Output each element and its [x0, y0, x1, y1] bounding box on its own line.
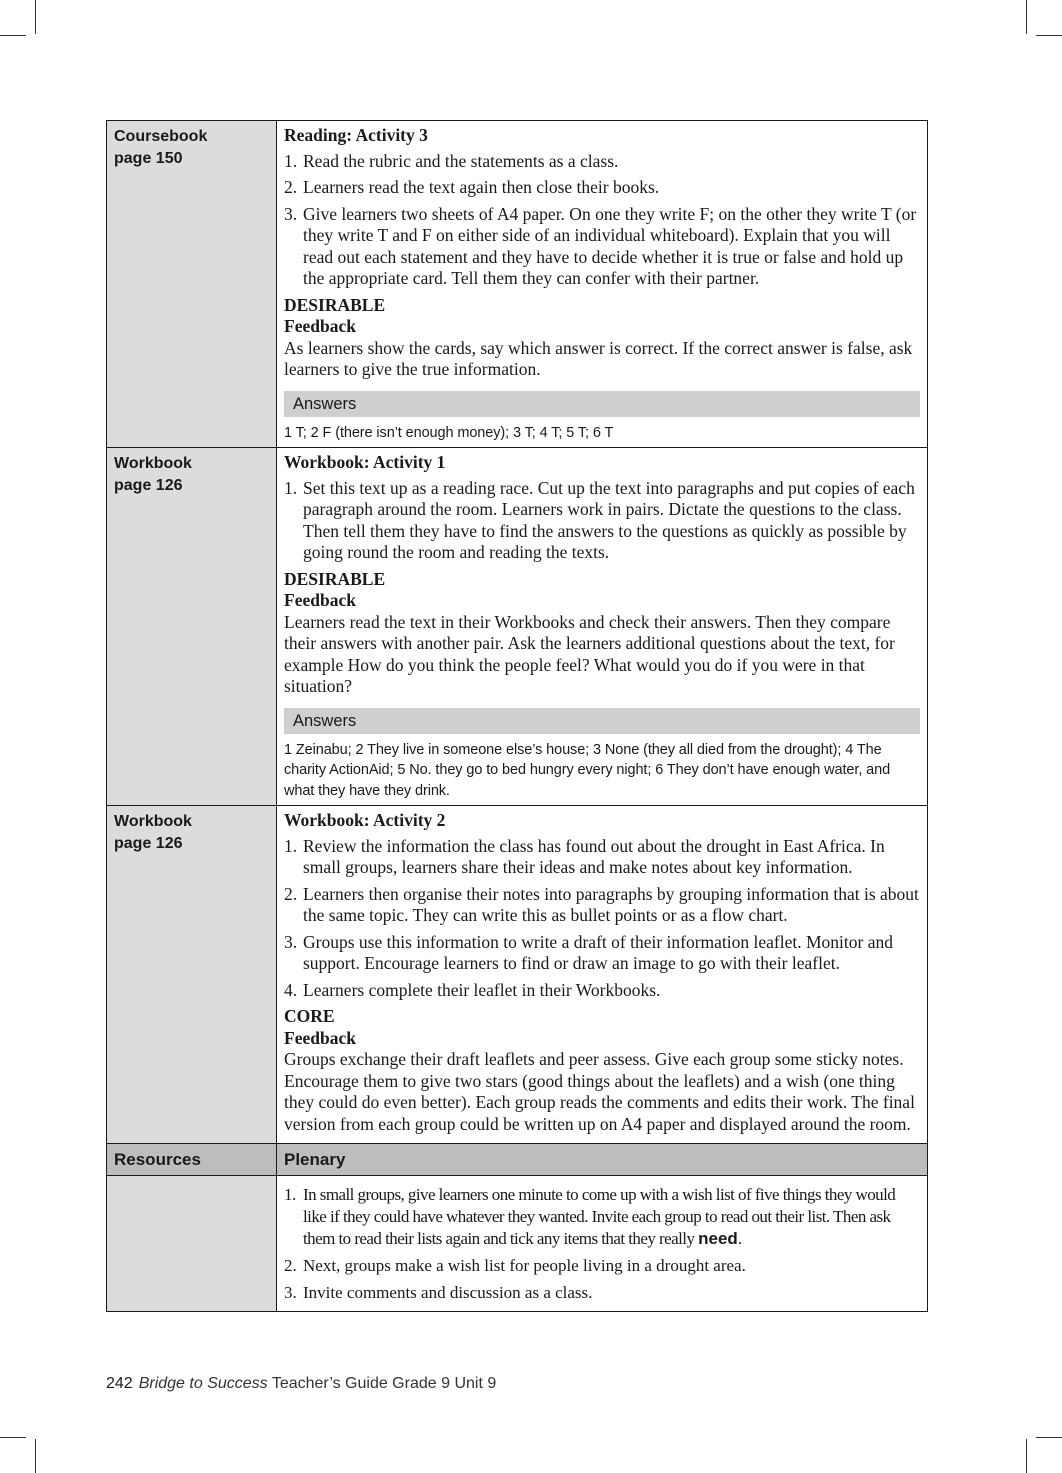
step-number: 3.: [284, 931, 298, 952]
step-tail: .: [737, 1229, 742, 1248]
step-text: Give learners two sheets of A4 paper. On one they write F; on the other they write T (or they write T and F on either side of an individual whiteboard). Explain that you will read out each statement and they have to decide whether it is true or false and hold up the appropriate card. Tell them they can confer with their partner.: [303, 203, 917, 288]
step-text: Next, groups make a wish list for people living in a drought area.: [303, 1256, 746, 1275]
page-number: 242: [106, 1375, 133, 1392]
list-item: [284, 478, 920, 564]
plenary-list: [284, 1184, 920, 1304]
emphasis-text: need: [698, 1229, 738, 1248]
plenary-header: Plenary: [277, 1144, 928, 1176]
reference-page: page 126: [114, 835, 183, 852]
activity-cell: [277, 448, 928, 806]
steps-list: [284, 478, 920, 564]
activity-heading: Workbook: Activity 1: [284, 452, 446, 472]
step-text: Groups use this information to write a draft of their information leaflet. Monitor and support. Encourage learners to find or draw an image to go with their leaflet.: [303, 931, 893, 973]
steps-list: [284, 151, 920, 290]
step-number: 1.: [284, 477, 298, 498]
answers-text: 1 T; 2 F (there isn’t enough money); 3 T; 4 T; 5 T; 6 T: [284, 424, 614, 441]
table-row: [107, 121, 928, 448]
step-text: Read the rubric and the statements as a class.: [303, 150, 619, 171]
step-number: 1.: [284, 150, 298, 171]
feedback-label: Feedback: [284, 316, 356, 336]
list-item: [284, 151, 920, 173]
step-number: 4.: [284, 979, 298, 1000]
answers-header: Answers: [284, 708, 920, 734]
crop-mark: [1036, 35, 1062, 36]
level-label: CORE: [284, 1006, 335, 1026]
table-row: [107, 448, 928, 806]
lesson-plan-table: [106, 120, 928, 1312]
list-item: [284, 836, 920, 879]
page-footer: [106, 1375, 496, 1393]
level-label: DESIRABLE: [284, 294, 386, 315]
step-number: 1.: [284, 1185, 296, 1204]
list-item: [284, 884, 920, 927]
activity-heading: Workbook: Activity 2: [284, 810, 446, 830]
step-text: Learners read the text again then close their books.: [303, 177, 660, 197]
footer-text: Teacher’s Guide Grade 9 Unit 9: [271, 1375, 497, 1392]
list-item: [284, 177, 920, 199]
crop-mark: [1036, 1437, 1062, 1438]
book-title: Bridge to Success: [138, 1375, 268, 1392]
table-row: [107, 1144, 928, 1176]
answers-header: Answers: [284, 391, 920, 417]
plenary-cell: [277, 1176, 928, 1312]
step-text: Learners complete their leaflet in their Workbooks.: [303, 979, 661, 1000]
step-number: 3.: [284, 1283, 297, 1302]
crop-mark: [0, 35, 26, 36]
reference-page: page 126: [114, 477, 183, 494]
resources-header: Resources: [107, 1144, 277, 1176]
step-text: In small groups, give learners one minute to come up with a wish list of five things they would like if they could have whatever they wanted. Invite each group to read out their list. Then ask them to read their lists again and tick any items that they really: [303, 1185, 896, 1248]
steps-list: [284, 836, 920, 1002]
step-number: 1.: [284, 835, 298, 856]
feedback-text: As learners show the cards, say which answer is correct. If the correct answer is false, ask learners to give the true information.: [284, 337, 913, 379]
step-text: Learners then organise their notes into paragraphs by grouping information that is about the same topic. They can write this as bullet points or as a flow chart.: [303, 883, 919, 925]
reference-book: Workbook: [114, 455, 192, 472]
step-number: 2.: [284, 1256, 297, 1275]
reference-cell: [107, 121, 277, 448]
list-item: [284, 1184, 920, 1250]
step-number: 3.: [284, 203, 298, 224]
crop-mark: [1026, 1439, 1027, 1473]
step-text: Invite comments and discussion as a class.: [303, 1283, 593, 1302]
list-item: [284, 1282, 920, 1304]
list-item: [284, 204, 920, 290]
reference-cell: [107, 806, 277, 1144]
reference-book: Coursebook: [114, 128, 208, 145]
table-row: [107, 1176, 928, 1312]
list-item: [284, 980, 920, 1002]
feedback-label: Feedback: [284, 1027, 356, 1048]
reference-book: Workbook: [114, 813, 192, 830]
activity-heading: Reading: Activity 3: [284, 125, 428, 145]
crop-mark: [1026, 0, 1027, 34]
feedback-label: Feedback: [284, 590, 356, 610]
resources-cell: [107, 1176, 277, 1312]
crop-mark: [0, 1437, 26, 1438]
feedback-text: Groups exchange their draft leaflets and peer assess. Give each group some sticky notes. Encourage them to give two stars (good things about the leaflets) and a wish (one thing they could do even better). Each group reads the comments and edits their work. The final version from each group could be written up on A4 paper and displayed around the room.: [284, 1049, 915, 1134]
list-item: [284, 932, 920, 975]
crop-mark: [35, 1439, 36, 1473]
table-row: [107, 806, 928, 1144]
activity-cell: [277, 121, 928, 448]
crop-mark: [35, 0, 36, 34]
level-label: DESIRABLE: [284, 568, 386, 589]
step-number: 2.: [284, 177, 298, 197]
list-item: [284, 1255, 920, 1277]
answers-text: 1 Zeinabu; 2 They live in someone else’s house; 3 None (they all died from the drought); 4 The charity ActionAid; 5 No. they go to bed hungry every night; 6 They don’t have enough water, and what they have they drink.: [284, 741, 891, 799]
step-number: 2.: [284, 883, 298, 904]
activity-cell: [277, 806, 928, 1144]
reference-cell: [107, 448, 277, 806]
step-text: Review the information the class has found out about the drought in East Africa. In small groups, learners share their ideas and make notes about key information.: [303, 835, 885, 877]
step-text: Set this text up as a reading race. Cut up the text into paragraphs and put copies of each paragraph around the room. Learners work in pairs. Dictate the questions to the class. Then tell them they have to find the answers to the questions as quickly as possible by going round the room and reading the texts.: [303, 477, 915, 562]
reference-page: page 150: [114, 150, 183, 167]
feedback-text: Learners read the text in their Workbooks and check their answers. Then they compare their answers with another pair. Ask the learners additional questions about the text, for example How do you think the people feel? What would you do if you were in that situation?: [284, 611, 895, 696]
